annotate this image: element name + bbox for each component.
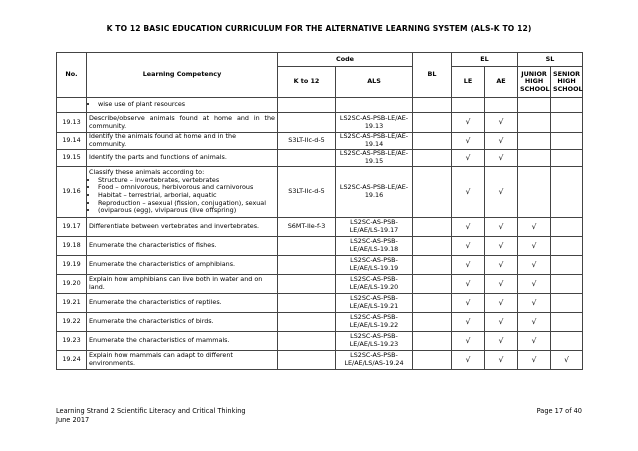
shs-check <box>551 294 583 313</box>
le-check: √ <box>452 133 485 150</box>
shs-check <box>551 113 583 133</box>
jhs-check: √ <box>518 351 551 370</box>
list-item: • wise use of plant resources <box>98 101 275 109</box>
ae-check: √ <box>485 133 518 150</box>
footer-date: June 2017 <box>56 415 90 424</box>
row-number: 19.16 <box>57 167 87 218</box>
competency-cell: Identify the animals found at home and in the community. <box>87 133 278 150</box>
le-check: √ <box>452 167 485 218</box>
le-check: √ <box>452 351 485 370</box>
bl-mark <box>413 332 452 351</box>
row-number: 19.18 <box>57 237 87 256</box>
row-number: 19.20 <box>57 275 87 294</box>
jhs-check: √ <box>518 218 551 237</box>
footer-strand: Learning Strand 2 Scientific Literacy and Critical Thinking <box>56 407 246 415</box>
shs-check <box>551 133 583 150</box>
table-row <box>57 113 583 133</box>
ae-check: √ <box>485 294 518 313</box>
header-el: EL <box>452 53 518 67</box>
jhs-check: √ <box>518 332 551 351</box>
k12-code <box>278 237 336 256</box>
jhs-check <box>518 150 551 167</box>
row-number: 19.13 <box>57 113 87 133</box>
jhs-check: √ <box>518 256 551 275</box>
competency-cell: Enumerate the characteristics of amphibians. <box>87 256 278 275</box>
als-code: LS2SC-AS-PSB-LE/AE/LS-19.21 <box>336 294 413 313</box>
table-row-continuation <box>57 98 583 113</box>
row-number: 19.14 <box>57 133 87 150</box>
ae-check: √ <box>485 218 518 237</box>
le-check: √ <box>452 113 485 133</box>
bl-mark <box>413 275 452 294</box>
k12-code <box>278 275 336 294</box>
k12-code: S3LT-IIc-d-5 <box>278 167 336 218</box>
jhs-check: √ <box>518 294 551 313</box>
ae-check: √ <box>485 150 518 167</box>
le-check: √ <box>452 237 485 256</box>
shs-check <box>551 167 583 218</box>
jhs-check <box>518 167 551 218</box>
row-number: 19.24 <box>57 351 87 370</box>
als-code: LS2SC-AS-PSB-LE/AE/LS-19.17 <box>336 218 413 237</box>
shs-check <box>551 150 583 167</box>
k12-code <box>278 313 336 332</box>
ae-check: √ <box>485 237 518 256</box>
k12-code <box>278 256 336 275</box>
k12-code <box>278 332 336 351</box>
ae-check: √ <box>485 313 518 332</box>
competency-cell: Enumerate the characteristics of mammals. <box>87 332 278 351</box>
le-check: √ <box>452 332 485 351</box>
competency-cell: Enumerate the characteristics of reptiles. <box>87 294 278 313</box>
ae-check: √ <box>485 113 518 133</box>
row-number: 19.17 <box>57 218 87 237</box>
jhs-check <box>518 133 551 150</box>
header-ae: AE <box>485 67 518 98</box>
shs-check <box>551 332 583 351</box>
als-code: LS2SC-AS-PSB-LE/AE/LS-19.22 <box>336 313 413 332</box>
competency-cell: Explain how amphibians can live both in water and on land. <box>87 275 278 294</box>
bl-mark <box>413 133 452 150</box>
als-code: LS2SC-AS-PSB-LE/AE/LS/AS-19.24 <box>336 351 413 370</box>
als-code: LS2SC-AS-PSB-LE/AE-19.16 <box>336 167 413 218</box>
page-number: Page 17 of 40 <box>536 407 582 415</box>
bl-mark <box>413 150 452 167</box>
le-check: √ <box>452 256 485 275</box>
ae-check: √ <box>485 351 518 370</box>
k12-code <box>278 150 336 167</box>
als-code: LS2SC-AS-PSB-LE/AE/LS-19.23 <box>336 332 413 351</box>
table-row <box>57 313 583 332</box>
shs-check <box>551 313 583 332</box>
footer <box>56 407 246 424</box>
header-bl: BL <box>413 53 452 98</box>
row-number: 19.22 <box>57 313 87 332</box>
header-code: Code <box>278 53 413 67</box>
table-row <box>57 332 583 351</box>
bl-mark <box>413 256 452 275</box>
ae-check: √ <box>485 256 518 275</box>
list-item: • (oviparous (egg), viviparous (live offspring) <box>98 207 275 215</box>
als-code: LS2SC-AS-PSB-LE/AE-19.14 <box>336 133 413 150</box>
row-number: 19.23 <box>57 332 87 351</box>
le-check: √ <box>452 275 485 294</box>
shs-check <box>551 275 583 294</box>
header-no: No. <box>57 53 87 98</box>
competency-cell: Identify the parts and functions of animals. <box>87 150 278 167</box>
row-number: 19.19 <box>57 256 87 275</box>
header-sl: SL <box>518 53 583 67</box>
bl-mark <box>413 167 452 218</box>
competency-cell: Differentiate between vertebrates and invertebrates. <box>87 218 278 237</box>
table-row <box>57 351 583 370</box>
table-row <box>57 275 583 294</box>
ae-check: √ <box>485 167 518 218</box>
k12-code: S3LT-IIc-d-5 <box>278 133 336 150</box>
le-check: √ <box>452 313 485 332</box>
k12-code <box>278 351 336 370</box>
le-check: √ <box>452 218 485 237</box>
list-item: • Habitat – terrestrial, arborial, aquatic <box>98 192 275 200</box>
jhs-check <box>518 113 551 133</box>
competency-cell: Describe/observe animals found at home and in the community. <box>87 113 278 133</box>
table-row <box>57 237 583 256</box>
shs-check: √ <box>551 351 583 370</box>
ae-check: √ <box>485 332 518 351</box>
bl-mark <box>413 237 452 256</box>
ae-check: √ <box>485 275 518 294</box>
table-row <box>57 256 583 275</box>
header-k12: K to 12 <box>278 67 336 98</box>
bl-mark <box>413 218 452 237</box>
competency-cell <box>87 167 278 218</box>
k12-code: S6MT-IIe-f-3 <box>278 218 336 237</box>
bl-mark <box>413 113 452 133</box>
list-item: • Reproduction – asexual (fission, conjugation), sexual <box>98 200 275 208</box>
competency-text: Classify these animals according to: <box>89 168 205 177</box>
curriculum-table <box>56 52 583 370</box>
k12-code <box>278 113 336 133</box>
als-code: LS2SC-AS-PSB-LE/AE-19.15 <box>336 150 413 167</box>
bl-mark <box>413 294 452 313</box>
als-code: LS2SC-AS-PSB-LE/AE/LS-19.20 <box>336 275 413 294</box>
jhs-check: √ <box>518 275 551 294</box>
le-check: √ <box>452 150 485 167</box>
jhs-check: √ <box>518 237 551 256</box>
document-title: K TO 12 BASIC EDUCATION CURRICULUM FOR THE ALTERNATIVE LEARNING SYSTEM (ALS-K TO 12) <box>106 24 532 33</box>
table-row <box>57 294 583 313</box>
le-check: √ <box>452 294 485 313</box>
header-le: LE <box>452 67 485 98</box>
competency-cell: Enumerate the characteristics of birds. <box>87 313 278 332</box>
competency-cell: Explain how mammals can adapt to different environments. <box>87 351 278 370</box>
table-row <box>57 167 583 218</box>
header-als: ALS <box>336 67 413 98</box>
row-number: 19.21 <box>57 294 87 313</box>
table-row <box>57 150 583 167</box>
bullet-list <box>89 177 275 215</box>
header-shs: SENIOR HIGH SCHOOL <box>551 67 583 98</box>
competency-cell: Enumerate the characteristics of fishes. <box>87 237 278 256</box>
table-row <box>57 133 583 150</box>
shs-check <box>551 256 583 275</box>
table-row <box>57 218 583 237</box>
bl-mark <box>413 351 452 370</box>
als-code: LS2SC-AS-PSB-LE/AE-19.13 <box>336 113 413 133</box>
header-jhs: JUNIOR HIGH SCHOOL <box>518 67 551 98</box>
list-item: • Structure – invertebrates, vertebrates <box>98 177 275 185</box>
als-code: LS2SC-AS-PSB-LE/AE/LS-19.19 <box>336 256 413 275</box>
shs-check <box>551 237 583 256</box>
bl-mark <box>413 313 452 332</box>
header-competency: Learning Competency <box>87 53 278 98</box>
als-code: LS2SC-AS-PSB-LE/AE/LS-19.18 <box>336 237 413 256</box>
k12-code <box>278 294 336 313</box>
jhs-check: √ <box>518 313 551 332</box>
shs-check <box>551 218 583 237</box>
list-item: • Food – omnivorous, herbivorous and carnivorous <box>98 184 275 192</box>
row-number: 19.15 <box>57 150 87 167</box>
